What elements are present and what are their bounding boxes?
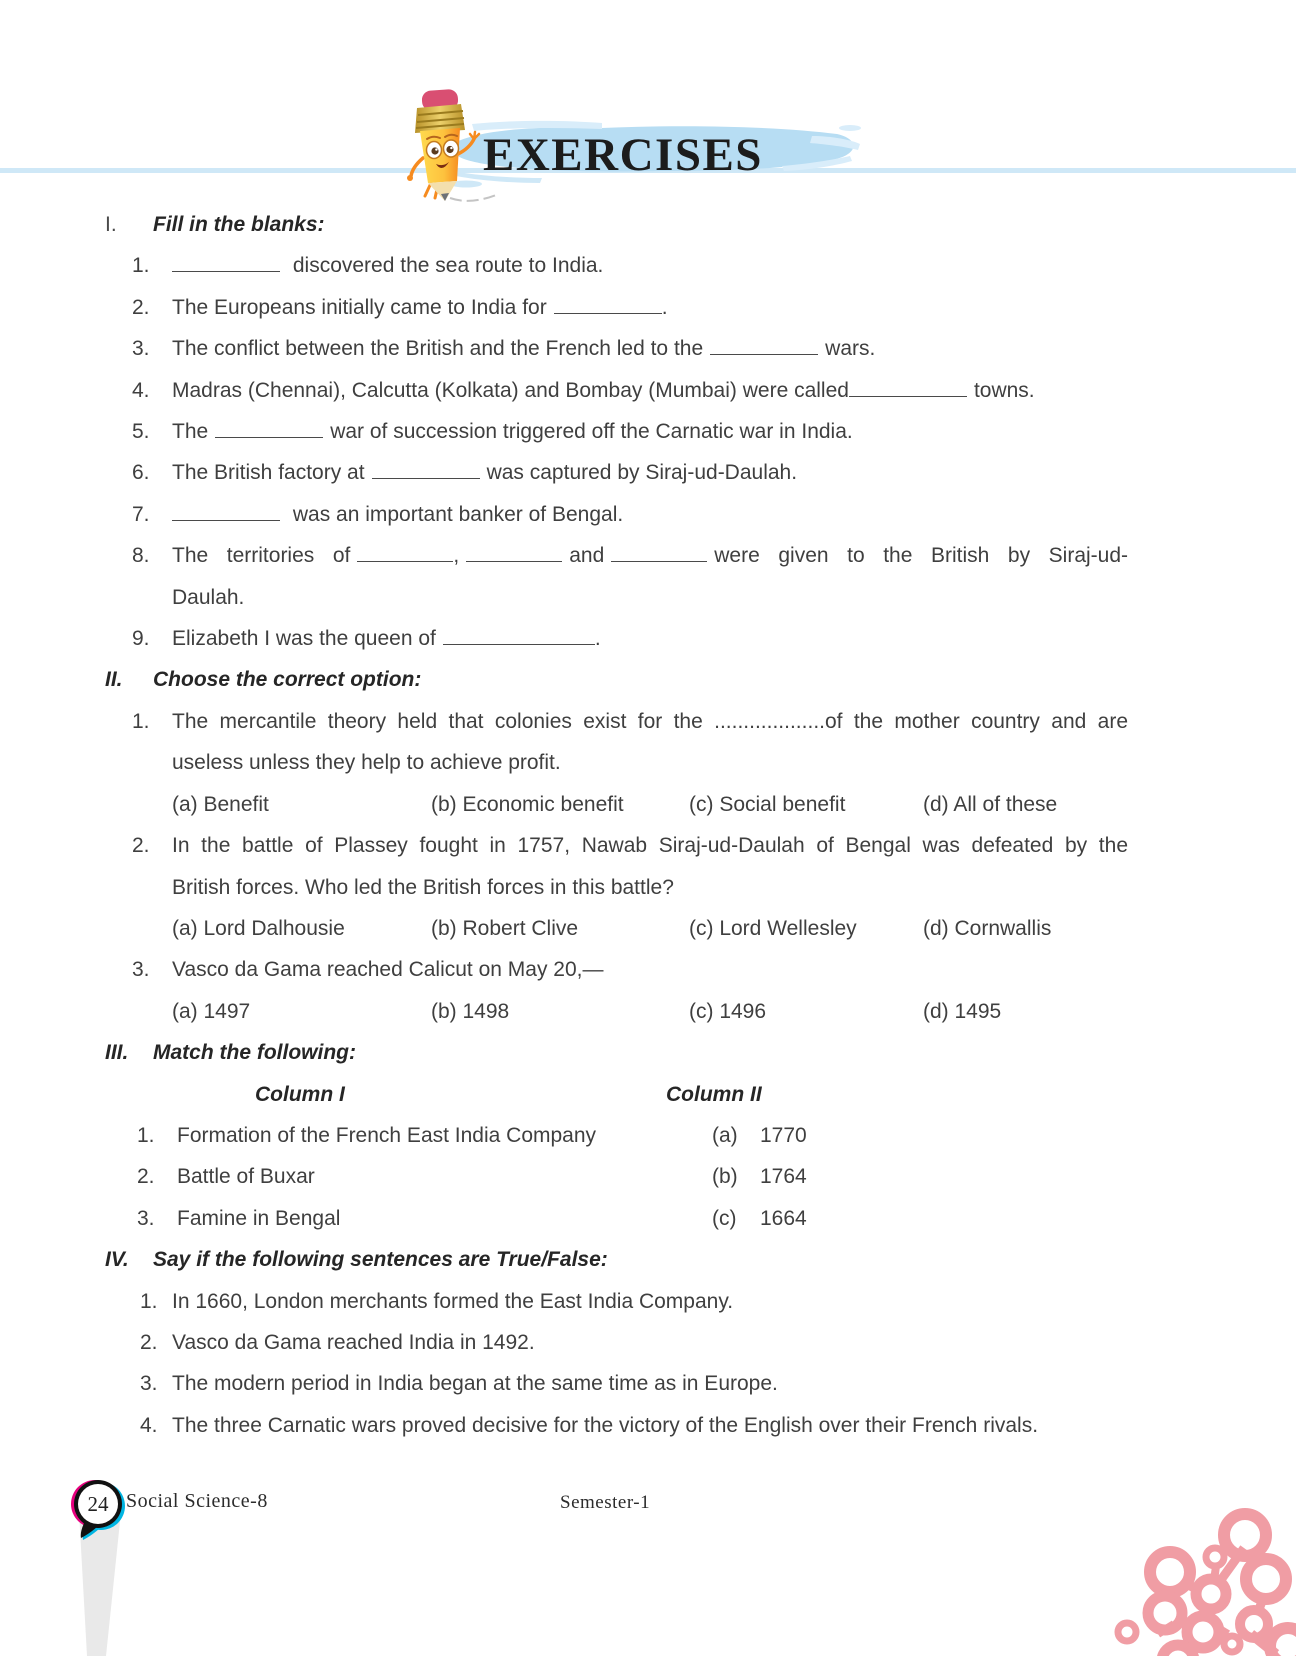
section-heading-label: Say if the following sentences are True/False: xyxy=(153,1248,608,1272)
mcq-question-1: 1. The mercantile theory held that colonies exist for the ...................of the mother country and are useless unless they help to achieve profit. xyxy=(100,701,1128,784)
section-numeral: I. xyxy=(105,213,117,236)
corner-decoration xyxy=(1046,1416,1296,1656)
mcq-question-3: 3. Vasco da Gama reached Calicut on May 20,— xyxy=(100,949,1128,990)
option-c: (c) 1496 xyxy=(689,999,767,1023)
book-title: Social Science-8 xyxy=(126,1490,268,1512)
blank-line xyxy=(215,434,323,438)
column-2-header: Column II xyxy=(666,1082,762,1106)
option-a: (a) Lord Dalhousie xyxy=(172,916,345,940)
match-letter: (c) xyxy=(712,1206,737,1230)
item-number: 1. xyxy=(140,1289,158,1313)
fill-item-8: 8. The territories of , and were given to the British by Siraj-ud- Daulah. xyxy=(100,535,1128,618)
option-c: (c) Lord Wellesley xyxy=(689,916,857,940)
fill-item-2: 2. The Europeans initially came to India for . xyxy=(100,287,1128,328)
mcq-options-1 xyxy=(100,784,1128,825)
item-number: 5. xyxy=(132,420,150,444)
item-number: 3. xyxy=(132,337,150,361)
blank-line xyxy=(443,641,595,645)
pencil-mascot xyxy=(398,88,508,206)
section-heading-match-following xyxy=(100,1032,1128,1073)
fill-item-7: 7. was an important banker of Bengal. xyxy=(100,494,1128,535)
match-letter: (b) xyxy=(712,1165,738,1189)
option-d: (d) 1495 xyxy=(923,999,1002,1023)
mcq-question-2: 2. In the battle of Plassey fought in 1757, Nawab Siraj-ud-Daulah of Bengal was defeated by the British forces. Who led the British forces in this battle? xyxy=(100,825,1128,908)
page-title: EXERCISES xyxy=(483,129,763,181)
item-number: 4. xyxy=(140,1413,158,1437)
match-item: Battle of Buxar xyxy=(177,1165,315,1189)
blank-line xyxy=(710,351,818,355)
molecule-circles-icon xyxy=(1046,1416,1296,1656)
blank-line xyxy=(554,310,662,314)
option-a: (a) 1497 xyxy=(172,999,251,1023)
option-d: (d) Cornwallis xyxy=(923,916,1052,940)
item-number: 9. xyxy=(132,627,150,651)
match-item: Formation of the French East India Company xyxy=(177,1123,597,1147)
option-b: (b) 1498 xyxy=(431,999,510,1023)
truefalse-item-4: 4. The three Carnatic wars proved decisive for the victory of the English over their French rivals. xyxy=(100,1405,1128,1446)
blank-line xyxy=(357,558,453,562)
item-number: 1. xyxy=(132,709,150,733)
item-number: 6. xyxy=(132,461,150,485)
truefalse-item-3: 3. The modern period in India began at the same time as in Europe. xyxy=(100,1363,1128,1404)
blank-line xyxy=(611,558,707,562)
match-year: 1770 xyxy=(760,1123,807,1147)
page-number-badge-icon xyxy=(70,1477,128,1547)
item-number: 1. xyxy=(132,254,150,278)
fill-item-4: 4. Madras (Chennai), Calcutta (Kolkata) and Bombay (Mumbai) were called towns. xyxy=(100,370,1128,411)
fill-item-1: 1. discovered the sea route to India. xyxy=(100,245,1128,286)
item-number: 2. xyxy=(140,1330,158,1354)
match-year: 1764 xyxy=(760,1165,807,1189)
section-numeral: II. xyxy=(105,668,123,692)
fill-item-6: 6. The British factory at was captured by Siraj-ud-Daulah. xyxy=(100,452,1128,493)
blank-line xyxy=(849,393,967,397)
item-number: 2. xyxy=(137,1165,155,1189)
column-1-header: Column I xyxy=(255,1082,345,1106)
match-item: Famine in Bengal xyxy=(177,1206,341,1230)
blank-line xyxy=(172,517,280,521)
match-row-1 xyxy=(100,1115,1128,1156)
item-number: 3. xyxy=(137,1206,155,1230)
fill-item-3: 3. The conflict between the British and the French led to the wars. xyxy=(100,328,1128,369)
section-numeral: IV. xyxy=(105,1248,129,1272)
truefalse-item-1: 1. In 1660, London merchants formed the East India Company. xyxy=(100,1281,1128,1322)
item-number: 3. xyxy=(140,1372,158,1396)
section-heading-label: Choose the correct option: xyxy=(153,668,422,692)
match-row-2 xyxy=(100,1156,1128,1197)
fill-item-9: 9. Elizabeth I was the queen of . xyxy=(100,618,1128,659)
mcq-options-2 xyxy=(100,908,1128,949)
pencil-mascot-icon xyxy=(398,88,508,206)
match-row-3 xyxy=(100,1198,1128,1239)
truefalse-item-2: 2. Vasco da Gama reached India in 1492. xyxy=(100,1322,1128,1363)
item-number: 3. xyxy=(132,958,150,982)
blank-line xyxy=(372,475,480,479)
match-year: 1664 xyxy=(760,1206,807,1230)
option-d: (d) All of these xyxy=(923,792,1058,816)
match-column-headers xyxy=(100,1074,1128,1115)
blank-line xyxy=(172,268,280,272)
item-number: 4. xyxy=(132,378,150,402)
item-number: 8. xyxy=(132,544,150,568)
item-number: 1. xyxy=(137,1123,155,1147)
match-letter: (a) xyxy=(712,1123,738,1147)
section-heading-choose-option xyxy=(100,659,1128,700)
page-number-badge xyxy=(70,1477,128,1547)
page-number: 24 xyxy=(87,1492,109,1516)
item-number: 2. xyxy=(132,295,150,319)
option-a: (a) Benefit xyxy=(172,792,269,816)
option-c: (c) Social benefit xyxy=(689,792,846,816)
section-heading-true-false xyxy=(100,1239,1128,1280)
option-b: (b) Robert Clive xyxy=(431,916,579,940)
section-heading-fill-blanks xyxy=(100,204,1128,245)
section-heading-label: Fill in the blanks: xyxy=(153,213,325,236)
section-heading-label: Match the following: xyxy=(153,1041,356,1065)
option-b: (b) Economic benefit xyxy=(431,792,624,816)
section-numeral: III. xyxy=(105,1041,129,1065)
semester-label: Semester-1 xyxy=(560,1492,651,1513)
exercise-content xyxy=(100,204,1128,1446)
item-number: 7. xyxy=(132,502,150,526)
blank-line xyxy=(466,558,562,562)
item-number: 2. xyxy=(132,834,150,858)
mcq-options-3 xyxy=(100,991,1128,1032)
fill-item-5: 5. The war of succession triggered off the Carnatic war in India. xyxy=(100,411,1128,452)
